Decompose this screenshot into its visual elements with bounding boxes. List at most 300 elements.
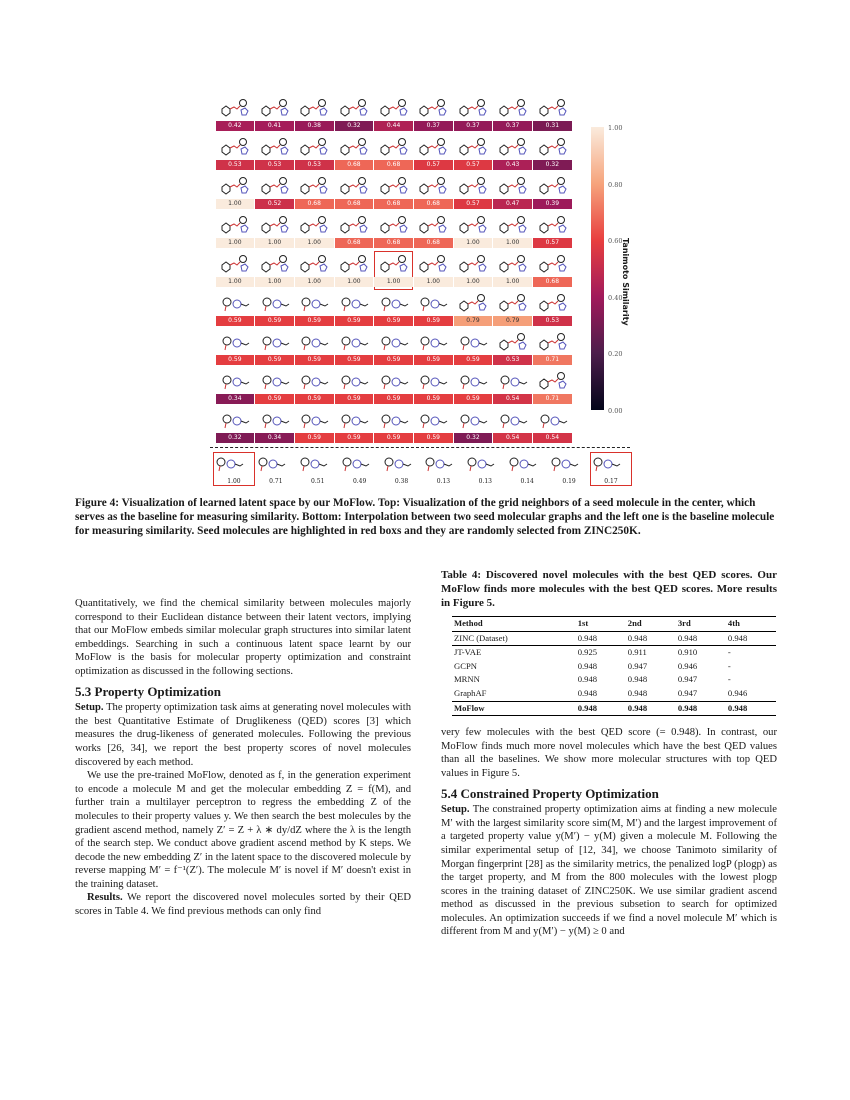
table-cell: 0.946 [677, 660, 698, 671]
similarity-value: 0.53 [493, 355, 532, 365]
molecule-cell [215, 290, 255, 329]
similarity-value: 0.59 [414, 316, 453, 326]
interpolation-molecule [422, 452, 464, 486]
molecule-icon [497, 331, 529, 355]
similarity-value: 0.59 [414, 355, 453, 365]
molecule-cell [334, 290, 374, 329]
similarity-value: 0.59 [255, 316, 294, 326]
similarity-value: 1.00 [454, 238, 493, 248]
molecule-cell [255, 290, 295, 329]
paragraph: very few molecules with the best QED score (= 0.948). In contrast, our MoFlow finds much more novel molecules which have the best QED values than all the baselines. We show more molecular structures with top QED values in Figure 5. [441, 727, 777, 779]
molecule-icon [537, 97, 569, 121]
table-cell: 0.910 [677, 647, 698, 658]
molecule-icon [537, 292, 569, 316]
molecule-cell [374, 368, 414, 407]
molecule-icon [497, 253, 529, 277]
molecule-icon [497, 370, 529, 394]
similarity-value: 0.59 [295, 433, 334, 443]
table-cell: GCPN [454, 660, 477, 671]
molecule-icon [298, 292, 330, 316]
molecule-cell [413, 134, 453, 173]
colorbar-tick: 0.40 [608, 293, 623, 302]
similarity-value: 0.49 [352, 478, 367, 485]
molecule-icon [338, 214, 370, 238]
colorbar-tick: 0.20 [608, 350, 623, 359]
similarity-value: 0.59 [374, 433, 413, 443]
similarity-value: 0.13 [436, 478, 451, 485]
molecule-cell [493, 368, 533, 407]
molecule-icon [417, 175, 449, 199]
molecule-cell [413, 95, 453, 134]
table-cell: 0.948 [577, 660, 598, 671]
latent-grid [215, 95, 573, 446]
run-in-label: Setup. [75, 702, 104, 714]
similarity-value: 0.68 [335, 238, 374, 248]
table-cell: JT-VAE [454, 647, 482, 658]
molecule-icon [338, 292, 370, 316]
similarity-value: 0.68 [374, 160, 413, 170]
colorbar-tick: 0.80 [608, 180, 623, 189]
table-row [452, 701, 776, 716]
molecule-icon [259, 175, 291, 199]
qed-table [452, 616, 776, 716]
molecule-icon [537, 214, 569, 238]
similarity-value: 0.59 [335, 316, 374, 326]
molecule-icon [219, 214, 251, 238]
similarity-value: 0.37 [414, 121, 453, 131]
table-cell: 0.948 [577, 632, 598, 643]
similarity-value: 1.00 [295, 238, 334, 248]
molecule-icon [298, 331, 330, 355]
similarity-value: 0.51 [311, 478, 325, 485]
grid-row [215, 290, 573, 329]
table-caption: Table 4: Discovered novel molecules with the best QED scores. Our MoFlow finds more molecules with the best QED scores. More results in Figure 5. [441, 569, 777, 609]
table-cell: 0.948 [627, 632, 648, 643]
molecule-icon [298, 253, 330, 277]
molecule-cell [294, 134, 334, 173]
table-cell: 0.947 [627, 660, 648, 671]
molecule-cell [334, 134, 374, 173]
molecule-icon [338, 253, 370, 277]
table-row [452, 660, 776, 674]
similarity-value: 0.32 [335, 121, 374, 131]
similarity-value: 1.00 [493, 277, 532, 287]
molecule-cell [215, 134, 255, 173]
molecule-icon [259, 253, 291, 277]
table-cell: - [727, 674, 731, 685]
grid-row [215, 407, 573, 446]
molecule-cell [533, 407, 573, 446]
similarity-value: 0.32 [533, 160, 572, 170]
right-column [441, 568, 777, 939]
text: The property optimization task aims at generating novel molecules with the best Quantitative Estimate of Druglikeness (QED) scores [3] which measures the drug-likeness of generated molecules. Following the previous works [26, 34], we report the best property scores of novel molecules discovered by each method. [75, 702, 411, 768]
molecule-cell [493, 290, 533, 329]
similarity-value: 0.57 [454, 160, 493, 170]
molecule-cell [294, 407, 334, 446]
molecule-icon [417, 370, 449, 394]
similarity-value: 0.54 [533, 433, 572, 443]
run-in-label: Results. [87, 892, 123, 904]
molecule-cell [334, 329, 374, 368]
colorbar-label: Tanimoto Similarity [621, 238, 630, 326]
grid-row [215, 95, 573, 134]
molecule-cell [533, 329, 573, 368]
similarity-value: 0.37 [454, 121, 493, 131]
similarity-value: 1.00 [255, 277, 294, 287]
molecule-icon [497, 214, 529, 238]
seed-molecule-cell [374, 251, 414, 290]
molecule-icon [259, 97, 291, 121]
similarity-value: 0.37 [493, 121, 532, 131]
similarity-value: 0.17 [604, 478, 618, 485]
molecule-cell [334, 407, 374, 446]
molecule-icon [298, 214, 330, 238]
molecule-cell [255, 329, 295, 368]
left-column [75, 597, 411, 919]
molecule-icon [417, 409, 449, 433]
molecule-cell [453, 173, 493, 212]
similarity-value: 1.00 [335, 277, 374, 287]
table-cell: 0.948 [627, 702, 648, 713]
similarity-value: 0.57 [414, 160, 453, 170]
molecule-icon [378, 370, 410, 394]
molecule-icon [537, 175, 569, 199]
column-header: 3rd [677, 618, 691, 628]
molecule-cell [255, 95, 295, 134]
similarity-value: 0.59 [374, 355, 413, 365]
similarity-value: 0.68 [335, 160, 374, 170]
molecule-cell [255, 173, 295, 212]
molecule-icon [457, 370, 489, 394]
molecule-cell [215, 368, 255, 407]
similarity-value: 0.79 [454, 316, 493, 326]
similarity-value: 0.41 [255, 121, 294, 131]
similarity-value: 1.00 [374, 277, 413, 287]
similarity-value: 0.54 [493, 394, 532, 404]
molecule-cell [374, 212, 414, 251]
molecule-cell [453, 134, 493, 173]
molecule-icon [298, 97, 330, 121]
molecule-icon [219, 409, 251, 433]
molecule-icon [417, 331, 449, 355]
similarity-value: 0.14 [520, 478, 534, 485]
text: We report the discovered novel molecules sorted by their QED scores in Table 4. We find previous methods can only find [75, 892, 411, 918]
similarity-value: 1.00 [493, 238, 532, 248]
molecule-icon [537, 370, 569, 394]
similarity-value: 1.00 [414, 277, 453, 287]
molecule-icon [457, 136, 489, 160]
molecule-icon [259, 331, 291, 355]
similarity-value: 0.54 [493, 433, 532, 443]
molecule-cell [533, 251, 573, 290]
grid-row [215, 173, 573, 212]
similarity-value: 0.47 [493, 199, 532, 209]
colorbar-tick: 0.60 [608, 237, 623, 246]
molecule-icon [378, 409, 410, 433]
table-cell: 0.947 [677, 687, 698, 698]
molecule-icon [417, 214, 449, 238]
similarity-value: 0.59 [454, 355, 493, 365]
grid-row [215, 212, 573, 251]
molecule-cell [374, 134, 414, 173]
molecule-cell [413, 368, 453, 407]
table-cell: 0.946 [727, 687, 748, 698]
molecule-icon [497, 292, 529, 316]
molecule-icon [417, 97, 449, 121]
interpolation-molecule [255, 452, 297, 486]
run-in-label: Setup. [441, 804, 470, 816]
molecule-cell [413, 251, 453, 290]
similarity-value: 0.59 [414, 394, 453, 404]
molecule-icon [417, 292, 449, 316]
similarity-value: 0.71 [269, 478, 283, 485]
molecule-icon [457, 331, 489, 355]
section-heading: 5.3 Property Optimization [75, 683, 221, 699]
similarity-value: 0.32 [454, 433, 493, 443]
molecule-cell [334, 368, 374, 407]
molecule-icon [338, 370, 370, 394]
molecule-cell [294, 368, 334, 407]
table-cell: 0.948 [627, 674, 648, 685]
molecule-icon [259, 214, 291, 238]
molecule-icon [381, 452, 413, 476]
molecule-cell [453, 251, 493, 290]
molecule-icon [259, 370, 291, 394]
column-header: 4th [727, 618, 740, 628]
similarity-value: 0.52 [255, 199, 294, 209]
molecule-icon [338, 331, 370, 355]
table-cell: MoFlow [454, 702, 485, 713]
molecule-cell [453, 407, 493, 446]
similarity-value: 0.59 [295, 355, 334, 365]
similarity-value: 0.34 [216, 394, 255, 404]
similarity-value: 1.00 [454, 277, 493, 287]
similarity-value: 0.19 [562, 478, 576, 485]
molecule-icon [378, 214, 410, 238]
molecule-icon [537, 136, 569, 160]
similarity-value: 0.39 [533, 199, 572, 209]
table-cell: 0.911 [627, 647, 647, 658]
molecule-cell [334, 95, 374, 134]
molecule-icon [537, 409, 569, 433]
interpolation-molecule [213, 452, 255, 486]
similarity-value: 0.53 [216, 160, 255, 170]
similarity-value: 1.00 [255, 238, 294, 248]
similarity-value: 0.59 [374, 316, 413, 326]
table-cell: 0.948 [577, 702, 598, 713]
molecule-icon [255, 452, 287, 476]
similarity-value: 0.43 [493, 160, 532, 170]
similarity-value: 0.68 [414, 238, 453, 248]
molecule-icon [219, 175, 251, 199]
molecule-icon [417, 136, 449, 160]
grid-row [215, 251, 573, 290]
molecule-icon [548, 452, 580, 476]
molecule-cell [533, 212, 573, 251]
table-cell: 0.948 [677, 702, 698, 713]
molecule-icon [497, 175, 529, 199]
molecule-cell [294, 173, 334, 212]
paragraph: Quantitatively, we find the chemical similarity between molecules majorly correspond to their Euclidean distance between their latent vectors, implying that our MoFlow embeds similar molecular graph structures into similar latent embeddings. Searching in such a continuous latent space learnt by our MoFlow is the basis for molecular property optimization and constraint optimization as discussed in the following sections. [75, 598, 411, 677]
molecule-cell [533, 173, 573, 212]
table-cell: 0.948 [677, 632, 698, 643]
molecule-icon [537, 253, 569, 277]
similarity-value: 0.42 [216, 121, 255, 131]
similarity-value: 1.00 [295, 277, 334, 287]
similarity-value: 0.38 [295, 121, 334, 131]
table-row [452, 631, 776, 646]
molecule-cell [215, 407, 255, 446]
molecule-cell [413, 329, 453, 368]
table-cell: 0.948 [577, 687, 598, 698]
table-row [452, 687, 776, 701]
molecule-icon [457, 292, 489, 316]
molecule-cell [334, 212, 374, 251]
column-header: 1st [577, 618, 589, 628]
molecule-icon [298, 409, 330, 433]
molecule-cell [374, 173, 414, 212]
molecule-icon [457, 97, 489, 121]
similarity-value: 1.00 [216, 238, 255, 248]
molecule-cell [493, 212, 533, 251]
molecule-cell [374, 329, 414, 368]
paragraph [75, 701, 411, 769]
molecule-cell [215, 212, 255, 251]
molecule-icon [422, 452, 454, 476]
molecule-icon [298, 136, 330, 160]
molecule-icon [298, 175, 330, 199]
similarity-value: 0.59 [335, 355, 374, 365]
colorbar-tick: 0.00 [608, 407, 623, 415]
molecule-cell [255, 368, 295, 407]
interpolation-molecule [297, 452, 339, 486]
table-cell: 0.948 [627, 687, 648, 698]
molecule-icon [378, 331, 410, 355]
similarity-value: 0.68 [374, 199, 413, 209]
similarity-value: 0.34 [255, 433, 294, 443]
molecule-icon [219, 331, 251, 355]
similarity-value: 0.31 [533, 121, 572, 131]
molecule-icon [497, 136, 529, 160]
similarity-value: 0.53 [533, 316, 572, 326]
similarity-value: 0.59 [335, 394, 374, 404]
paragraph [75, 891, 411, 918]
column-header: Method [454, 618, 483, 628]
molecule-icon [457, 253, 489, 277]
molecule-cell [453, 290, 493, 329]
molecule-cell [255, 251, 295, 290]
paragraph [441, 803, 777, 939]
divider [210, 447, 630, 448]
molecule-cell [453, 212, 493, 251]
interpolation-molecule [506, 452, 548, 486]
similarity-value: 0.32 [216, 433, 255, 443]
table-cell: - [727, 647, 731, 658]
molecule-icon [213, 452, 245, 476]
table-cell: - [727, 660, 731, 671]
table-cell: 0.948 [577, 674, 598, 685]
molecule-icon [537, 331, 569, 355]
similarity-value: 0.13 [478, 478, 492, 485]
similarity-value: 0.71 [533, 394, 572, 404]
molecule-icon [378, 97, 410, 121]
molecule-cell [533, 368, 573, 407]
similarity-value: 0.59 [335, 433, 374, 443]
table-cell: MRNN [454, 674, 480, 685]
molecule-icon [219, 136, 251, 160]
molecule-icon [506, 452, 538, 476]
molecule-icon [219, 370, 251, 394]
paragraph: We use the pre-trained MoFlow, denoted as f, in the generation experiment to encode a molecule M and get the molecular embedding Z = f(M), and further train a multilayer perceptron to regress the embedding Z of the molecules to their property values y. We then search the best molecules by the gradient ascend method, namely Z′ = Z + λ ∗ dy/dZ where the λ is the length of the search step. We conduct above gradient ascend method by K steps. We decode the new embedding Z′ in the latent space to the discovered molecule by reverse mapping M′ = f⁻¹(Z′). The molecule M′ is novel if M′ doesn't exist in the training dataset. [75, 770, 411, 890]
molecule-cell [493, 251, 533, 290]
table-cell: 0.948 [727, 702, 748, 713]
molecule-cell [533, 95, 573, 134]
molecule-cell [493, 134, 533, 173]
molecule-cell [255, 407, 295, 446]
molecule-icon [338, 409, 370, 433]
molecule-icon [259, 136, 291, 160]
table-cell: 0.947 [677, 674, 698, 685]
molecule-cell [413, 407, 453, 446]
molecule-cell [413, 173, 453, 212]
similarity-value: 0.59 [216, 355, 255, 365]
molecule-icon [497, 97, 529, 121]
molecule-cell [334, 173, 374, 212]
table-row [452, 673, 776, 687]
molecule-cell [294, 329, 334, 368]
interpolation-molecule [339, 452, 381, 486]
molecule-icon [378, 175, 410, 199]
molecule-icon [457, 214, 489, 238]
molecule-icon [590, 452, 622, 476]
molecule-icon [298, 370, 330, 394]
molecule-cell [374, 290, 414, 329]
molecule-icon [219, 97, 251, 121]
text: The constrained property optimization aims at finding a new molecule M′ with the largest similarity score sim(M, M′) and the largest improvement of a targeted property value y(M′) − y(M) given a molecule M. Following the similar experimental setup of [12, 34], we choose Tanimoto similarity of Morgan fingerprint [28] as the similarity metrics, the penalized logP (plogp) as the target property, and M from the 800 molecules with the lowest plogp scores in the training dataset of ZINC250K. We use similar gradient ascend method as discussed in the previous subsetion to search for optimized molecules. An optimization succeeds if we find a novel molecule M′ which is different from M and y(M′) − y(M) ≥ 0 and [441, 804, 777, 938]
molecule-cell [294, 95, 334, 134]
colorbar [591, 127, 604, 410]
similarity-value: 0.71 [533, 355, 572, 365]
molecule-cell [215, 173, 255, 212]
molecule-cell [453, 368, 493, 407]
molecule-cell [453, 329, 493, 368]
similarity-value: 0.59 [454, 394, 493, 404]
molecule-cell [255, 134, 295, 173]
similarity-value: 0.59 [295, 316, 334, 326]
similarity-value: 0.68 [533, 277, 572, 287]
molecule-cell [294, 290, 334, 329]
similarity-value: 0.68 [335, 199, 374, 209]
similarity-value: 0.68 [374, 238, 413, 248]
molecule-cell [453, 95, 493, 134]
molecule-cell [493, 407, 533, 446]
molecule-icon [297, 452, 329, 476]
table-cell: ZINC (Dataset) [454, 632, 508, 643]
similarity-value: 0.68 [414, 199, 453, 209]
molecule-cell [294, 251, 334, 290]
interpolation-molecule [590, 452, 632, 486]
molecule-cell [493, 95, 533, 134]
grid-row [215, 368, 573, 407]
molecule-cell [533, 290, 573, 329]
molecule-icon [497, 409, 529, 433]
table-row [452, 646, 776, 660]
molecule-icon [338, 97, 370, 121]
similarity-value: 1.00 [216, 277, 255, 287]
molecule-icon [219, 292, 251, 316]
similarity-value: 0.44 [374, 121, 413, 131]
colorbar-tick: 1.00 [608, 124, 623, 132]
